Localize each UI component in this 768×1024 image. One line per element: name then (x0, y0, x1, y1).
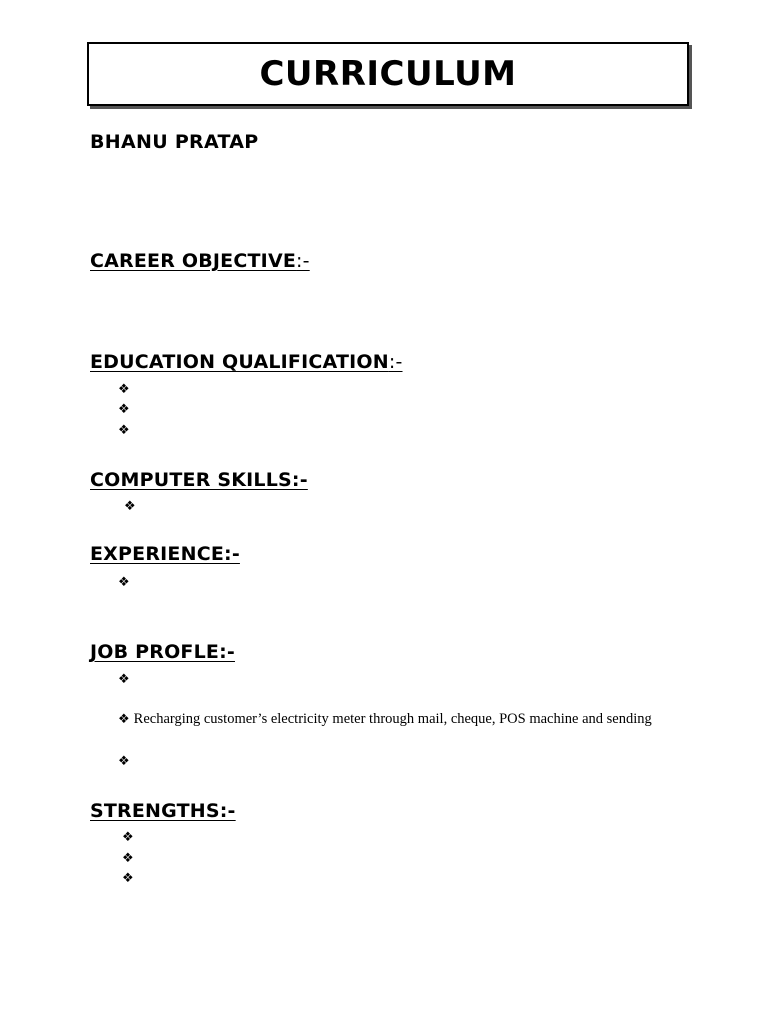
title-box (87, 42, 689, 106)
job-profile-heading: JOB PROFLE:- (90, 641, 235, 663)
education-suffix: :- (388, 351, 403, 373)
job-profile-bullet-icon: ❖ (118, 672, 130, 687)
education-bullet-icon: ❖ (118, 382, 130, 397)
education-bullet-icon: ❖ (118, 402, 130, 417)
education-label: EDUCATION QUALIFICATION (90, 351, 389, 373)
computer-skills-heading: COMPUTER SKILLS:- (90, 469, 308, 491)
education-bullet-icon: ❖ (118, 423, 130, 438)
job-profile-item (118, 711, 652, 728)
career-objective-suffix: :- (296, 250, 310, 272)
strengths-bullet-icon: ❖ (122, 830, 134, 845)
career-objective-heading (90, 250, 310, 272)
job-profile-item-text: Recharging customer’s electricity meter through mail, cheque, POS machine and sending (133, 711, 652, 727)
candidate-name: BHANU PRATAP (90, 131, 259, 153)
career-objective-label: CAREER OBJECTIVE (90, 250, 297, 272)
job-profile-bullet-icon: ❖ (118, 712, 130, 727)
education-heading (90, 351, 403, 373)
experience-bullet-icon: ❖ (118, 575, 130, 590)
document-title: CURRICULUM (259, 54, 517, 94)
computer-skills-bullet-icon: ❖ (124, 499, 136, 514)
strengths-bullet-icon: ❖ (122, 851, 134, 866)
job-profile-bullet-icon: ❖ (118, 754, 130, 769)
strengths-bullet-icon: ❖ (122, 871, 134, 886)
experience-heading: EXPERIENCE:- (90, 543, 240, 565)
strengths-heading: STRENGTHS:- (90, 800, 236, 822)
